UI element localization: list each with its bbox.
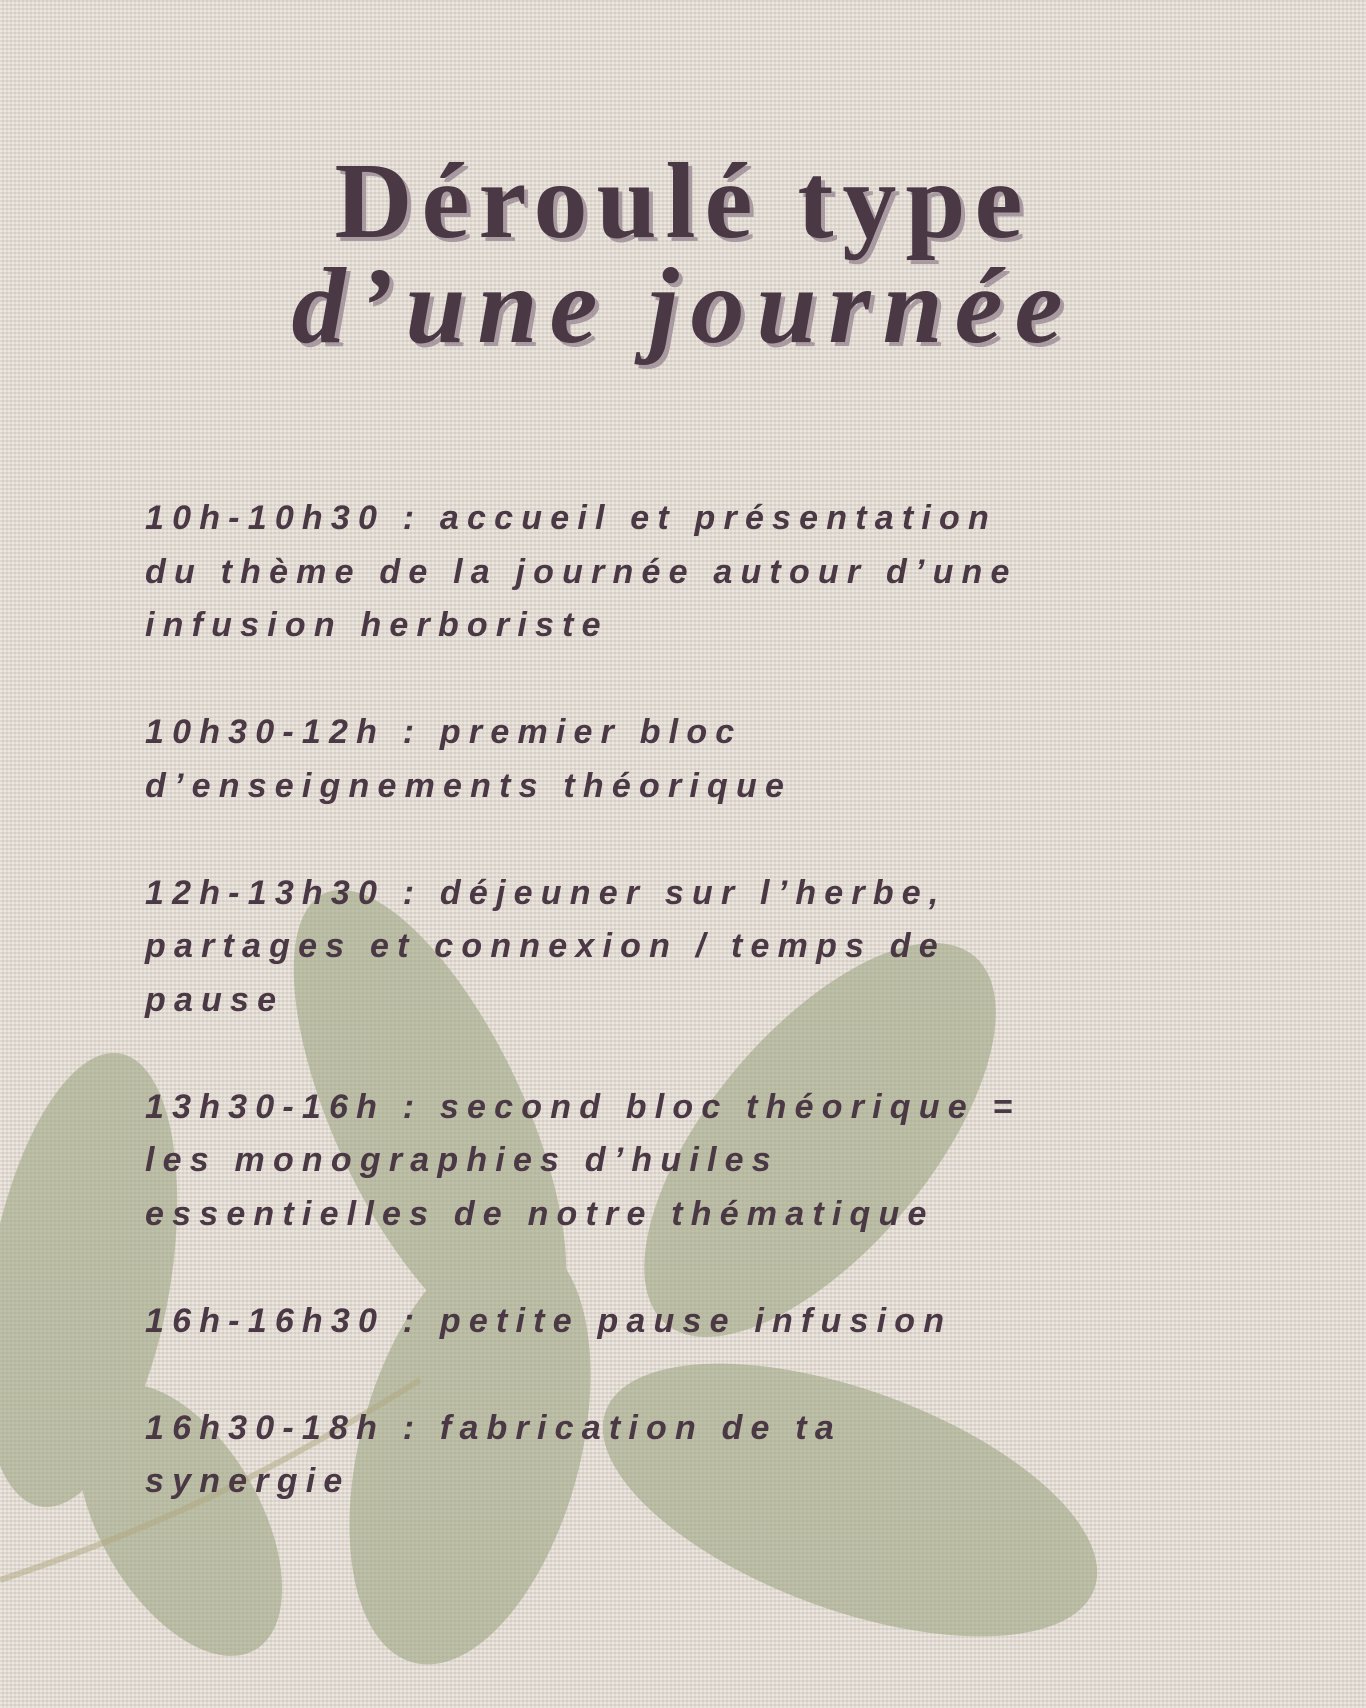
schedule-line: 13h30-16h : second bloc théorique = bbox=[145, 1087, 1021, 1126]
schedule-line: du thème de la journée autour d’une bbox=[145, 552, 1018, 591]
schedule-line: d’enseignements théorique bbox=[145, 766, 793, 805]
schedule-line: 10h-10h30 : accueil et présentation bbox=[145, 499, 997, 537]
schedule-item bbox=[145, 867, 1021, 1028]
schedule-line: partages et connexion / temps de bbox=[145, 927, 946, 965]
schedule-line: 16h30-18h : fabrication de ta bbox=[145, 1408, 842, 1447]
schedule-line: 10h30-12h : premier bloc bbox=[145, 713, 743, 751]
title-line-2: d’une journée bbox=[291, 247, 1075, 366]
schedule-item bbox=[145, 1402, 1021, 1509]
schedule-line: 16h-16h30 : petite pause infusion bbox=[145, 1301, 953, 1340]
title-line-1: Déroulé type bbox=[334, 142, 1032, 261]
schedule-line: essentielles de notre thématique bbox=[145, 1194, 935, 1233]
schedule-item bbox=[145, 492, 1021, 653]
schedule-line: infusion herboriste bbox=[145, 606, 609, 644]
schedule-line: pause bbox=[145, 980, 285, 1019]
schedule-line: 12h-13h30 : déjeuner sur l’herbe, bbox=[145, 873, 947, 912]
schedule-list bbox=[145, 492, 1021, 1509]
schedule-item bbox=[145, 1295, 1021, 1349]
schedule-item bbox=[145, 1081, 1021, 1242]
schedule-line: les monographies d’huiles bbox=[145, 1141, 779, 1179]
schedule-line: synergie bbox=[145, 1462, 351, 1500]
schedule-item bbox=[145, 706, 1021, 813]
